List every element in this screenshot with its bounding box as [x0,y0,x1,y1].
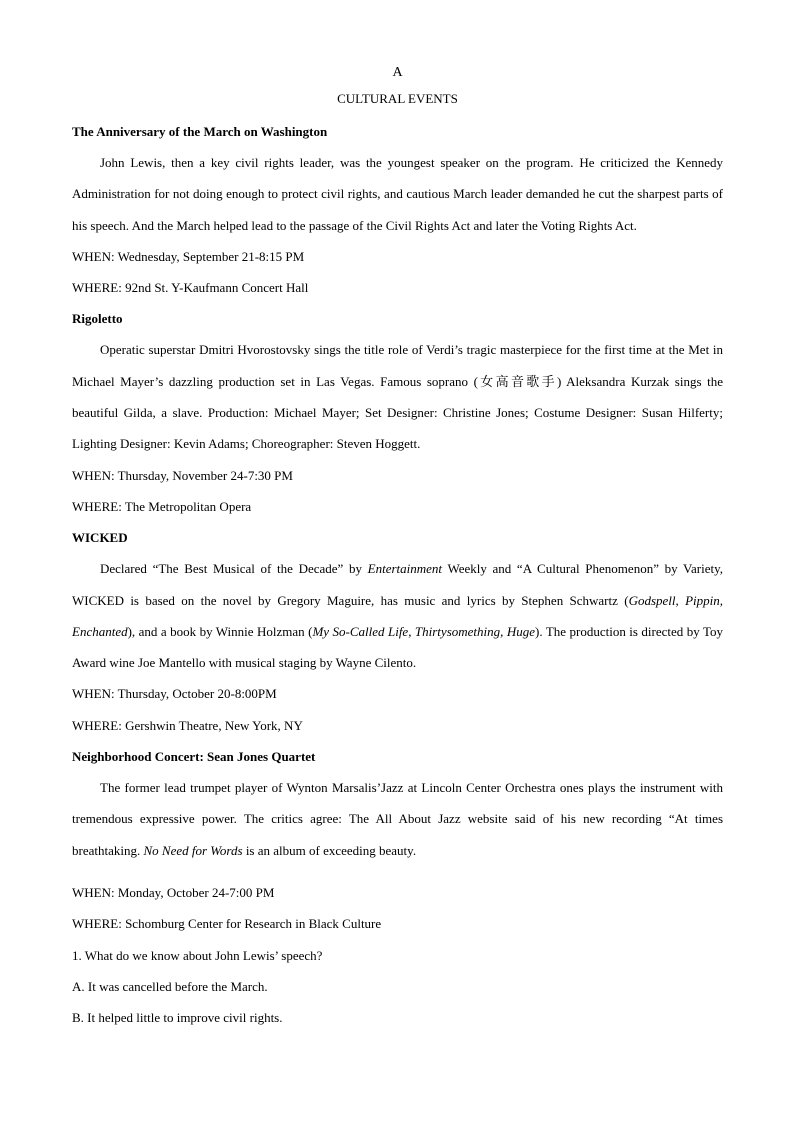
passage-title: CULTURAL EVENTS [337,91,458,106]
event-when: WHEN: Thursday, November 24-7:30 PM [72,467,293,483]
desc-italic-title: My So-Called Life, Thirtysomething, Huge [312,623,536,639]
event-march-on-washington [72,116,723,303]
desc-text: Declared “The Best Musical of the Decade” by [100,561,368,577]
event-wicked [72,522,723,741]
desc-text: is an album of exceeding beauty. [242,842,417,858]
desc-italic-title: No Need for Words [143,842,243,858]
question-option-a: A. It was cancelled before the March. [72,978,268,994]
event-when: WHEN: Thursday, October 20-8:00PM [72,686,277,702]
event-description: Operatic superstar Dmitri Hvorostovsky sings the title role of Verdi’s tragic masterpiece for the first time at the Met in Michael Mayer’s dazzling production set in Las Vegas. Famous soprano (女高音歌手) Aleksandra Kurzak sings the beautiful Gilda, a slave. Production: Michael Mayer; Set Designer: Christine Jones; Costume Designer: Susan Hilferty; Lighting Designer: Kevin Adams; Choreographer: Steven Hoggett. [72,342,723,452]
desc-text: Weekly and “A Cultural Phenomenon” by Variety, WICKED is based on the novel by Gregory Maguire, has music and lyrics by Stephen Schwartz ( [72,561,723,608]
event-sean-jones-quartet [72,741,723,939]
event-where: WHERE: Schomburg Center for Research in Black Culture [72,916,382,932]
spacer [72,866,723,877]
event-heading: Neighborhood Concert: Sean Jones Quartet [72,749,316,765]
event-rigoletto [72,303,723,522]
desc-text: ). The production is directed by Toy Award wine Joe Mantello with musical staging by Wayne Cilento. [72,623,724,671]
passage-letter: A [392,65,403,80]
question-stem: 1. What do we know about John Lewis’ speech? [72,947,323,963]
event-where: WHERE: The Metropolitan Opera [72,498,252,514]
event-description [72,772,723,866]
event-heading: Rigoletto [72,311,123,327]
event-where: WHERE: Gershwin Theatre, New York, NY [72,717,303,733]
event-where: WHERE: 92nd St. Y-Kaufmann Concert Hall [72,280,309,296]
event-heading: The Anniversary of the March on Washington [72,124,328,139]
event-description: John Lewis, then a key civil rights leader, was the youngest speaker on the program. He criticized the Kennedy Administration for not doing enough to protect civil rights, and cautious March leader demanded he cut the sharpest parts of his speech. And the March helped lead to the passage of the Civil Rights Act and later the Voting Rights Act. [72,155,723,233]
desc-text: ), and a book by Winnie Holzman ( [127,623,313,639]
event-description [72,553,723,678]
desc-italic-title: Entertainment [367,561,443,577]
question-1 [72,940,723,1034]
desc-text: The former lead trumpet player of Wynton Marsalis’Jazz at Lincoln Center Orchestra ones plays the instrument with tremendous expressive power. The critics agree: The All About Jazz website said of his new recording “At times breathtaking. [72,780,723,858]
event-when: WHEN: Monday, October 24-7:00 PM [72,884,275,900]
desc-italic-title: Godspell, Pippin, Enchanted [72,592,723,639]
document-page [72,62,723,1033]
event-heading: WICKED [72,530,128,546]
question-option-b: B. It helped little to improve civil rights. [72,1010,283,1026]
event-when: WHEN: Wednesday, September 21-8:15 PM [72,248,305,264]
